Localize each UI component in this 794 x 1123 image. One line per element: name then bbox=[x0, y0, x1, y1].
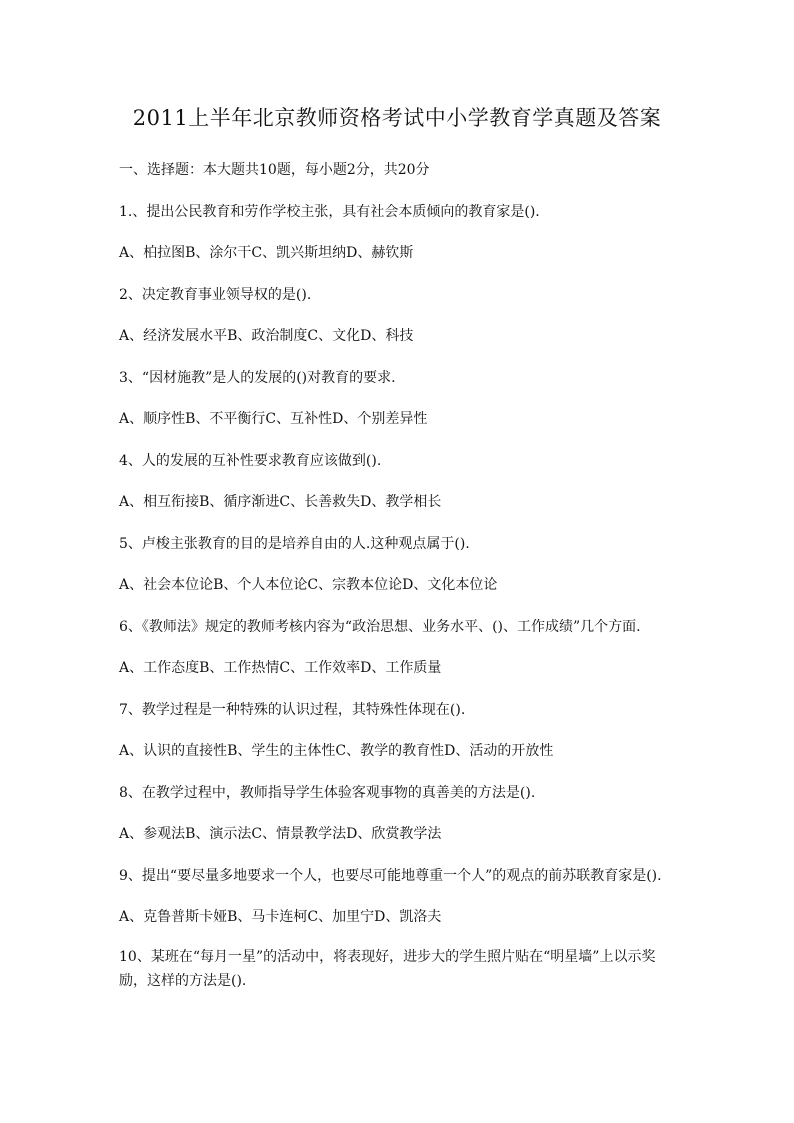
question-1-options: A、柏拉图B、涂尔干C、凯兴斯坦纳D、赫钦斯 bbox=[119, 245, 414, 261]
question-10-stem-line-2: 励，这样的方法是(). bbox=[119, 972, 247, 989]
question-1-stem: 1.、提出公民教育和劳作学校主张，具有社会本质倾向的教育家是(). bbox=[119, 203, 540, 220]
question-4-stem: 4、人的发展的互补性要求教育应该做到(). bbox=[119, 452, 382, 469]
question-8-stem: 8、在教学过程中，教师指导学生体验客观事物的真善美的方法是(). bbox=[119, 784, 536, 801]
question-9-stem: 9、提出“要尽量多地要求一个人，也要尽可能地尊重一个人”的观点的前苏联教育家是(). bbox=[119, 867, 662, 884]
question-6-options: A、工作态度B、工作热情C、工作效率D、工作质量 bbox=[119, 660, 442, 676]
question-10-stem bbox=[119, 945, 679, 993]
document-title: 2011上半年北京教师资格考试中小学教育学真题及答案 bbox=[132, 106, 662, 130]
question-4-options: A、相互衔接B、循序渐进C、长善救失D、教学相长 bbox=[119, 494, 442, 510]
question-7-options: A、认识的直接性B、学生的主体性C、教学的教育性D、活动的开放性 bbox=[119, 743, 554, 759]
question-8-options: A、参观法B、演示法C、情景教学法D、欣赏教学法 bbox=[119, 826, 442, 842]
question-3-stem: 3、“因材施教”是人的发展的()对教育的要求. bbox=[119, 369, 396, 386]
question-3-options: A、顺序性B、不平衡行C、互补性D、个别差异性 bbox=[119, 411, 428, 427]
question-2-stem: 2、决定教育事业领导权的是(). bbox=[119, 286, 312, 303]
document-body bbox=[119, 156, 679, 1006]
question-7-stem: 7、教学过程是一种特殊的认识过程，其特殊性体现在(). bbox=[119, 701, 466, 718]
question-9-options: A、克鲁普斯卡娅B、马卡连柯C、加里宁D、凯洛夫 bbox=[119, 909, 442, 925]
question-5-stem: 5、卢梭主张教育的目的是培养自由的人.这种观点属于(). bbox=[119, 535, 470, 552]
question-10-stem-line-1: 10、某班在“每月一星”的活动中，将表现好，进步大的学生照片贴在“明星墙”上以示奖 bbox=[119, 948, 656, 965]
section-heading: 一、选择题：本大题共10题，每小题2分，共20分 bbox=[119, 162, 430, 178]
question-6-stem: 6、《教师法》规定的教师考核内容为“政治思想、业务水平、()、工作成绩”几个方面. bbox=[119, 618, 641, 635]
question-2-options: A、经济发展水平B、政治制度C、文化D、科技 bbox=[119, 328, 414, 344]
question-5-options: A、社会本位论B、个人本位论C、宗教本位论D、文化本位论 bbox=[119, 577, 498, 593]
